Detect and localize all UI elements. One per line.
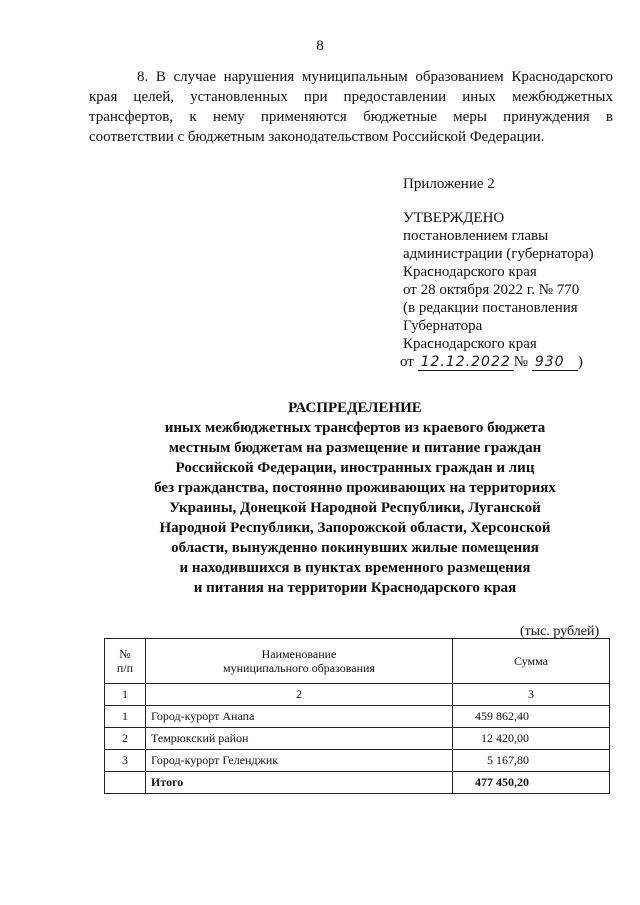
header-name: [146, 639, 453, 684]
approval-line: администрации (губернатора): [403, 246, 594, 262]
header-num: [105, 639, 146, 684]
page-number: 8: [316, 38, 324, 54]
from-prefix: от: [400, 354, 414, 370]
paragraph-line: края целей, установленных при предоставлении иных межбюджетных: [89, 89, 613, 105]
handwritten-date: 12.12.2022: [418, 354, 514, 371]
column-number: 3: [453, 684, 610, 706]
paragraph-line: соответствии с бюджетным законодательством Российской Федерации.: [89, 129, 545, 145]
header-num-line: №: [119, 647, 131, 661]
close-paren: ): [577, 354, 583, 370]
header-num-line: п/п: [116, 661, 134, 675]
column-number: 1: [105, 684, 146, 706]
table-row: [105, 706, 610, 728]
title-line: Народной Республики, Запорожской области, Херсонской: [159, 520, 551, 536]
row-num: 2: [105, 728, 146, 750]
title-line: иных межбюджетных трансфертов из краевого бюджета: [164, 420, 546, 436]
header-name-line: Наименование: [261, 647, 337, 661]
total-sum: 477 450,20: [453, 772, 610, 794]
column-number-row: [105, 684, 610, 706]
row-sum: 12 420,00: [453, 728, 610, 750]
total-num: [105, 772, 146, 794]
approval-line: постановлением главы: [403, 228, 549, 244]
row-num: 1: [105, 706, 146, 728]
title-line: и находившихся в пунктах временного размещения: [179, 560, 531, 576]
approval-block: [400, 175, 594, 371]
title-line: Российской Федерации, иностранных граждан и лиц: [175, 460, 535, 476]
approval-line: (в редакции постановления: [403, 300, 578, 316]
title-line: и питания на территории Краснодарского края: [193, 580, 517, 596]
title-line: области, вынужденно покинувших жилые помещения: [171, 540, 539, 556]
row-name: Город-курорт Анапа: [146, 706, 453, 728]
distribution-table: [104, 638, 610, 794]
paragraph-line: трансфертов, к нему применяются бюджетные меры принуждения в: [89, 109, 613, 125]
table-header-row: [105, 639, 610, 684]
table-row: [105, 728, 610, 750]
paragraph-8: [89, 67, 613, 147]
number-sign: №: [513, 354, 529, 370]
table-row: [105, 750, 610, 772]
approval-line: от 28 октября 2022 г. № 770: [403, 282, 580, 298]
approved-label: УТВЕРЖДЕНО: [403, 210, 505, 226]
row-sum: 5 167,80: [453, 750, 610, 772]
appendix-label: Приложение 2: [403, 176, 495, 192]
approval-date-line: [400, 353, 594, 371]
header-name-line: муниципального образования: [223, 661, 375, 675]
distribution-title: [120, 398, 590, 598]
total-label: Итого: [146, 772, 453, 794]
title-line: Украины, Донецкой Народной Республики, Луганской: [169, 500, 541, 516]
header-sum: Сумма: [453, 639, 610, 684]
paragraph-line: 8. В случае нарушения муниципальным образованием Краснодарского: [137, 69, 613, 85]
handwritten-number: 930: [532, 354, 578, 371]
row-num: 3: [105, 750, 146, 772]
row-name: Город-курорт Геленджик: [146, 750, 453, 772]
row-sum: 459 862,40: [453, 706, 610, 728]
approval-line: Губернатора: [403, 318, 483, 334]
title-heading: РАСПРЕДЕЛЕНИЕ: [288, 400, 422, 416]
title-line: местным бюджетам на размещение и питание граждан: [168, 440, 542, 456]
unit-label: (тыс. рублей): [520, 624, 600, 639]
title-line: без гражданства, постоянно проживающих на территориях: [154, 480, 556, 496]
column-number: 2: [146, 684, 453, 706]
row-name: Темрюкский район: [146, 728, 453, 750]
approval-line: Краснодарского края: [403, 264, 537, 280]
total-row: [105, 772, 610, 794]
approval-line: Краснодарского края: [403, 336, 537, 352]
